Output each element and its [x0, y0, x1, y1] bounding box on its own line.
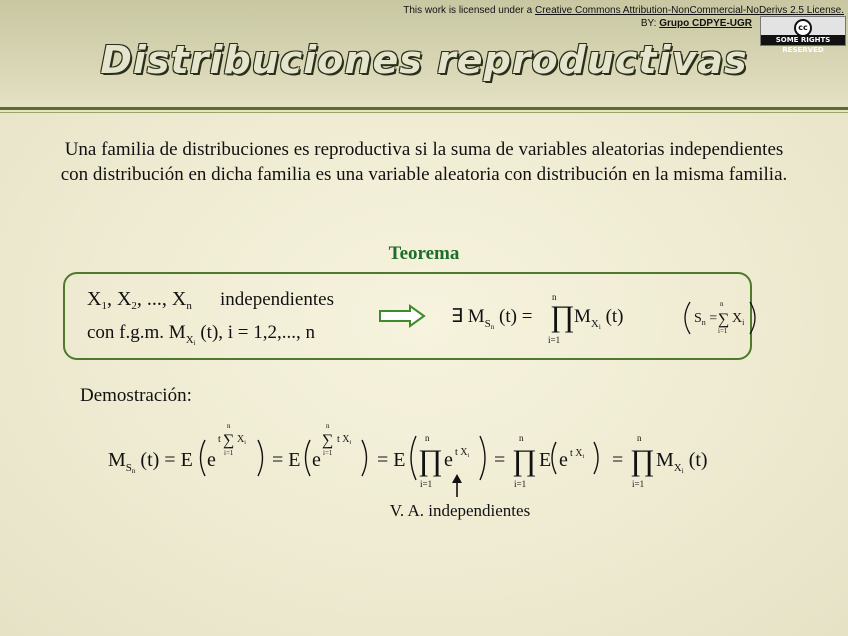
svg-text:n: n — [552, 292, 557, 302]
svg-text:e: e — [444, 449, 453, 471]
svg-text:MXi (t): $M_Xi$ (t) — [574, 306, 624, 331]
svg-text:t Xi: t $X_i$ — [337, 434, 352, 446]
svg-text:X1, X2, ..., Xn: $X_1$, $X_2$, ..., $X_n$ — [87, 288, 192, 312]
svg-text:t: t — [218, 434, 221, 445]
implies-arrow-icon — [380, 306, 424, 326]
proof-formula — [108, 422, 708, 489]
svg-text:= E: = E — [272, 449, 301, 471]
svg-text:∃ MSn (t) =: ∃ $M_Sn$ (t) = — [451, 306, 533, 331]
svg-text:i=1: i=1 — [514, 479, 527, 489]
svg-text:∏: ∏ — [512, 444, 537, 477]
svg-text:Sn =: $S_n$ = — [694, 311, 718, 327]
svg-text:Xi: $X_i$ — [732, 311, 745, 327]
hyp-independientes: independientes — [220, 289, 334, 310]
independence-note: V. A. independientes — [389, 501, 531, 520]
svg-text:=: = — [612, 449, 624, 471]
svg-text:t Xi: t $X_i$ — [570, 448, 585, 460]
svg-text:= E: = E — [377, 449, 406, 471]
svg-text:i=1: i=1 — [420, 479, 433, 489]
cc-icon: cc — [794, 19, 812, 37]
svg-text:e: e — [559, 449, 568, 471]
svg-text:i=1: i=1 — [224, 449, 234, 457]
svg-text:n: n — [326, 422, 330, 430]
pointer-arrow-icon — [452, 474, 462, 497]
theorem-conclusion — [451, 292, 624, 345]
svg-text:n: n — [227, 422, 231, 430]
svg-text:∏: ∏ — [418, 444, 443, 477]
svg-text:i=1: i=1 — [632, 479, 645, 489]
license-author-link[interactable]: Grupo CDPYE-UGR — [659, 18, 752, 29]
svg-text:∑: ∑ — [718, 311, 730, 328]
license-link[interactable]: Creative Commons Attribution-NonCommercial-NoDerivs 2.5 License. — [535, 5, 844, 16]
svg-text:t Xi: t $X_i$ — [455, 447, 470, 459]
svg-text:n: n — [637, 433, 642, 443]
svg-text:∑: ∑ — [322, 432, 334, 449]
svg-text:e: e — [207, 449, 216, 471]
svg-text:MXi (t): $M_Xi$ (t) — [656, 449, 708, 475]
svg-text:MSn (t) = E: $M_Sn$ (t) = E — [108, 449, 193, 475]
svg-text:i=1: i=1 — [718, 327, 728, 335]
svg-text:con f.g.m. MXi (t), i = 1,2,..: con f.g.m. $M_Xi$ (t), i = 1,2,..., n — [87, 322, 316, 347]
license-by-label: BY: — [640, 18, 657, 29]
svg-text:∏: ∏ — [630, 444, 655, 477]
svg-text:Xi: $X_i$ — [237, 434, 246, 446]
hypothesis-formula — [87, 288, 334, 347]
svg-text:n: n — [519, 433, 524, 443]
hyp-index-range: i = 1,2,..., n — [227, 322, 316, 343]
svg-text:=: = — [494, 449, 506, 471]
svg-text:∑: ∑ — [223, 432, 235, 449]
sum-definition-note — [685, 300, 755, 335]
var-x1: X — [87, 288, 102, 310]
svg-text:e: e — [312, 449, 321, 471]
theorem-heading: Teorema — [388, 243, 460, 264]
proof-label: Demostración: — [80, 385, 192, 406]
license-prefix: This work is licensed under a — [403, 5, 535, 16]
cc-badge-text: SOME RIGHTS RESERVED — [775, 36, 831, 54]
page-title: Distribuciones reproductivas — [100, 38, 748, 82]
note-x: X — [732, 311, 743, 326]
intro-paragraph: Una familia de distribuciones es reproductiva si la suma de variables aleatorias independientes con distribución en dicha familia es una variable aleatoria con distribución en la misma familia. — [60, 139, 788, 185]
hyp-fgm: con f.g.m. M — [87, 322, 186, 343]
svg-text:n: n — [425, 433, 430, 443]
exists-symbol: ∃ — [451, 306, 464, 327]
svg-text:∏: ∏ — [550, 300, 575, 333]
svg-text:E: E — [539, 449, 552, 471]
svg-text:i=1: i=1 — [548, 335, 561, 345]
svg-text:i=1: i=1 — [323, 449, 333, 457]
svg-text:n: n — [720, 300, 724, 308]
note-s: S — [694, 311, 702, 326]
